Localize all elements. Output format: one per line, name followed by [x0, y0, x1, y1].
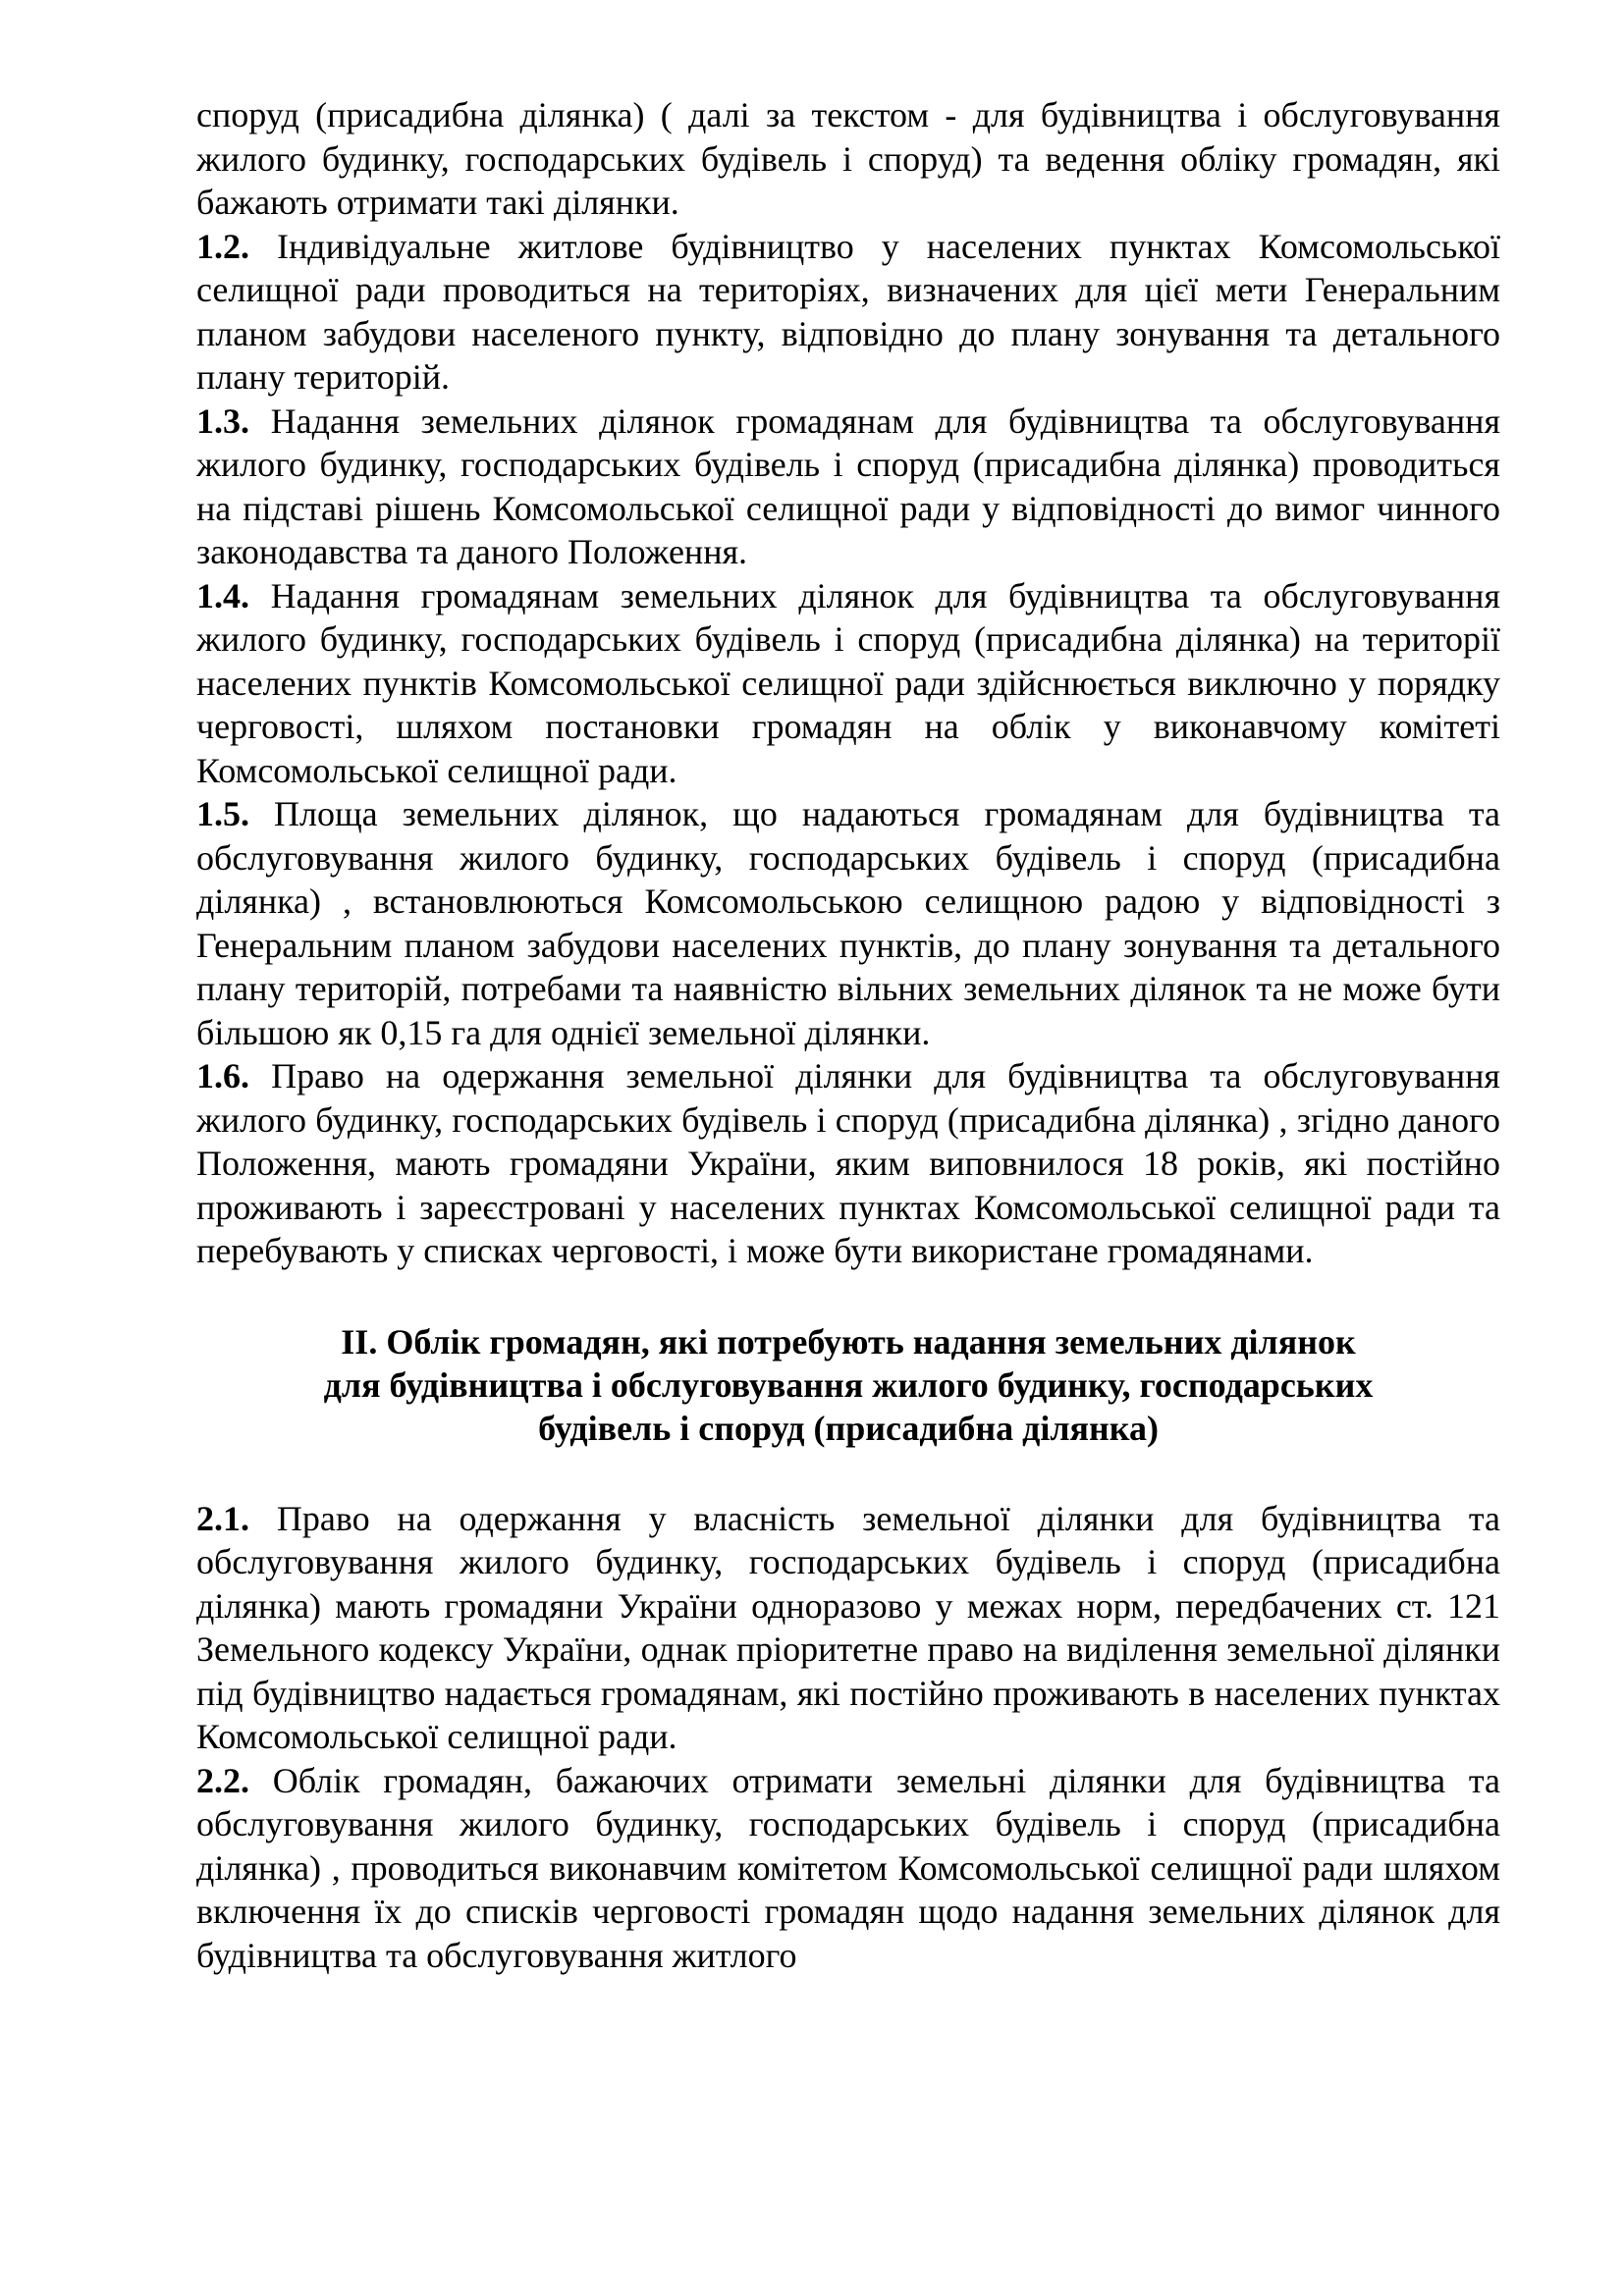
clause-1-6 [196, 1054, 1500, 1273]
clause-text: Надання громадянам земельних ділянок для будівництва та обслуговування жилого будинку, господарських будівель і споруд (присадибна ділянка) на території населених пунктів Комсомольської селищної ради здійснюється виключно у порядку черговості, шляхом постановки громадян на облік у виконавчому комітеті Комсомольської селищної ради. [196, 575, 1500, 790]
heading-line-1: ІІ. Облік громадян, які потребують надання земельних ділянок [341, 1321, 1356, 1362]
clause-2-2 [196, 1759, 1500, 1978]
clause-1-4 [196, 574, 1500, 793]
clause-text: Облік громадян, бажаючих отримати земельні ділянки для будівництва та обслуговування жилого будинку, господарських будівель і споруд (присадибна ділянка) , проводиться виконавчим комітетом Комсомольської селищної ради шляхом включення їх до списків черговості громадян щодо надання земельних ділянок для будівництва та обслуговування житлого [196, 1760, 1500, 1975]
clause-number: 2.1. [196, 1498, 249, 1538]
intro-paragraph [196, 93, 1500, 225]
clause-1-2 [196, 225, 1500, 400]
clause-number: 1.4. [196, 575, 249, 615]
intro-text: споруд (присадибна ділянка) ( далі за текстом - для будівництва і обслуговування жилого будинку, господарських будівель і споруд) та ведення обліку громадян, які бажають отримати такі ділянки. [196, 95, 1500, 222]
clause-text: Індивідуальне житлове будівництво у населених пунктах Комсомольської селищної ради проводиться на територіях, визначених для цієї мети Генеральним планом забудови населеного пункту, відповідно до плану зонування та детального плану територій. [196, 226, 1501, 397]
heading-line-3: будівель і споруд (присадибна ділянка) [538, 1408, 1159, 1448]
section-2-heading [196, 1320, 1500, 1450]
clause-2-1 [196, 1497, 1500, 1759]
clause-text: Площа земельних ділянок, що надаються громадянам для будівництва та обслуговування жилого будинку, господарських будівель і споруд (присадибна ділянка) , встановлюються Комсомольською селищною радою у відповідності з Генеральним планом забудови населених пунктів, до плану зонування та детального плану територій, потребами та наявністю вільних земельних ділянок та не може бути більшою як 0,15 га для однієї земельної ділянки. [196, 794, 1500, 1052]
clause-1-5 [196, 792, 1500, 1054]
clause-number: 1.2. [196, 226, 249, 266]
clause-text: Надання земельних ділянок громадянам для будівництва та обслуговування жилого будинку, господарських будівель і споруд (присадибна ділянка) проводиться на підставі рішень Комсомольської селищної ради у відповідності до вимог чинного законодавства та даного Положення. [196, 400, 1500, 571]
document-page [196, 93, 1500, 1977]
heading-line-2: для будівництва і обслуговування жилого будинку, господарських [323, 1364, 1374, 1405]
clause-text: Право на одержання у власність земельної ділянки для будівництва та обслуговування жилого будинку, господарських будівель і споруд (присадибна ділянка) мають громадяни України одноразово у межах норм, передбачених ст. 121 Земельного кодексу України, однак пріоритетне право на виділення земельної ділянки під будівництво надається громадянам, які постійно проживають в населених пунктах Комсомольської селищної ради. [196, 1498, 1500, 1756]
clause-1-3 [196, 400, 1500, 574]
clause-number: 1.5. [196, 794, 249, 833]
clause-text: Право на одержання земельної ділянки для будівництва та обслуговування жилого будинку, господарських будівель і споруд (присадибна ділянка) , згідно даного Положення, мають громадяни України, яким виповнилося 18 років, які постійно проживають і зареєстровані у населених пунктах Комсомольської селищної ради та перебувають у списках черговості, і може бути використане громадянами. [196, 1056, 1500, 1270]
clause-number: 1.3. [196, 400, 249, 441]
clause-number: 2.2. [196, 1760, 249, 1800]
clause-number: 1.6. [196, 1056, 249, 1095]
